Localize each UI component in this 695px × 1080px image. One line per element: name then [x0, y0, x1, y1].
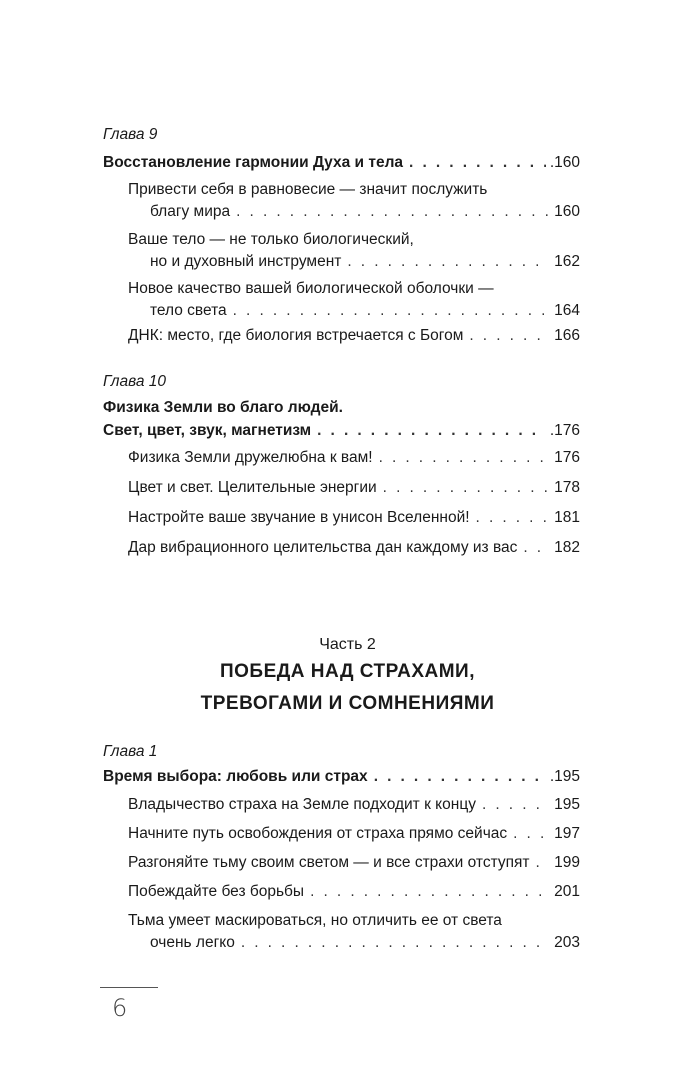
- page-number: 203: [554, 934, 580, 951]
- leader-dots: [523, 537, 550, 559]
- toc-entry-title: ДНК: место, где биология встречается с Богом: [128, 327, 464, 344]
- footer-rule: [100, 987, 158, 988]
- page-number: 162: [554, 253, 580, 270]
- toc-entry-title: Цвет и свет. Целительные энергии: [128, 479, 377, 496]
- page-number: 164: [554, 302, 580, 319]
- page-number: 181: [554, 509, 580, 526]
- page-number: .160: [549, 154, 580, 171]
- page-number: 197: [554, 825, 580, 842]
- leader-dots: [374, 766, 546, 788]
- page-number: 201: [554, 883, 580, 900]
- toc-entry-line2: очень легко: [150, 934, 235, 951]
- leader-dots: [233, 300, 550, 322]
- leader-dots: [482, 794, 550, 816]
- chapter-10-title-line2: Свет, цвет, звук, магнетизм: [103, 422, 312, 439]
- chapter-1-label: Глава 1: [103, 743, 158, 760]
- chapter-10-title-line1: Физика Земли во благо людей.: [103, 399, 343, 416]
- chapter-1-title-row[interactable]: [103, 766, 580, 788]
- page-number: 195: [554, 796, 580, 813]
- leader-dots: [379, 447, 551, 469]
- toc-entry-row[interactable]: [128, 325, 580, 347]
- toc-entry-title: Настройте ваше звучание в унисон Вселенной!: [128, 509, 470, 526]
- toc-entry-line1: Новое качество вашей биологической оболочки —: [128, 280, 494, 297]
- toc-entry-row[interactable]: [150, 251, 580, 273]
- leader-dots: [241, 932, 550, 954]
- toc-entry-row[interactable]: [128, 823, 580, 845]
- toc-entry-line2: но и духовный инструмент: [150, 253, 342, 270]
- toc-entry-line1: Ваше тело — не только биологический,: [128, 231, 414, 248]
- leader-dots: [310, 881, 550, 903]
- page-number: 176: [554, 449, 580, 466]
- part-2-title-line2: ТРЕВОГАМИ И СОМНЕНИЯМИ: [200, 693, 495, 714]
- toc-entry-line1: Привести себя в равновесие — значит послужить: [128, 181, 488, 198]
- page-number: 199: [554, 854, 580, 871]
- toc-entry-row[interactable]: [150, 300, 580, 322]
- leader-dots: [236, 201, 550, 223]
- toc-entry-title: Начните путь освобождения от страха прямо сейчас: [128, 825, 508, 842]
- toc-entry-row[interactable]: [128, 537, 580, 559]
- chapter-9-label: Глава 9: [103, 126, 158, 143]
- toc-entry-line2: тело света: [150, 302, 227, 319]
- toc-entry-row[interactable]: [128, 794, 580, 816]
- footer-page-number: 6: [112, 994, 128, 1022]
- toc-entry-row[interactable]: [128, 477, 580, 499]
- toc-entry-title: Побеждайте без борьбы: [128, 883, 305, 900]
- toc-entry-line2: благу мира: [150, 203, 231, 220]
- chapter-10-title-row[interactable]: [103, 420, 580, 442]
- chapter-9-title-row[interactable]: [103, 152, 580, 174]
- toc-entry-row[interactable]: [128, 507, 580, 529]
- toc-entry-row[interactable]: [128, 881, 580, 903]
- part-2-title-line1: ПОБЕДА НАД СТРАХАМИ,: [220, 661, 475, 682]
- leader-dots: [347, 251, 550, 273]
- chapter-9-title: Восстановление гармонии Духа и тела: [103, 154, 404, 171]
- chapter-10-label: Глава 10: [103, 373, 167, 390]
- toc-entry-row[interactable]: [150, 932, 580, 954]
- page-number: 160: [554, 203, 580, 220]
- toc-entry-row[interactable]: [128, 852, 580, 874]
- toc-entry-line1: Тьма умеет маскироваться, но отличить ее от света: [128, 912, 502, 929]
- leader-dots: [536, 852, 551, 874]
- part-2-label: Часть 2: [319, 636, 376, 653]
- toc-entry-row[interactable]: [150, 201, 580, 223]
- leader-dots: [476, 507, 551, 529]
- toc-entry-row[interactable]: [128, 447, 580, 469]
- toc-entry-title: Разгоняйте тьму своим светом — и все страхи отступят: [128, 854, 530, 871]
- leader-dots: [409, 152, 546, 174]
- toc-entry-title: Владычество страха на Земле подходит к концу: [128, 796, 476, 813]
- toc-entry-title: Дар вибрационного целительства дан каждому из вас: [128, 539, 518, 556]
- page-number: 178: [554, 479, 580, 496]
- page-number: 182: [554, 539, 580, 556]
- chapter-1-title: Время выбора: любовь или страх: [103, 768, 368, 785]
- page-number: .176: [549, 422, 580, 439]
- leader-dots: [469, 325, 550, 347]
- leader-dots: [317, 420, 546, 442]
- leader-dots: [383, 477, 550, 499]
- page-number: .195: [549, 768, 580, 785]
- page-number: 166: [554, 327, 580, 344]
- leader-dots: [513, 823, 550, 845]
- toc-entry-title: Физика Земли дружелюбна к вам!: [128, 449, 373, 466]
